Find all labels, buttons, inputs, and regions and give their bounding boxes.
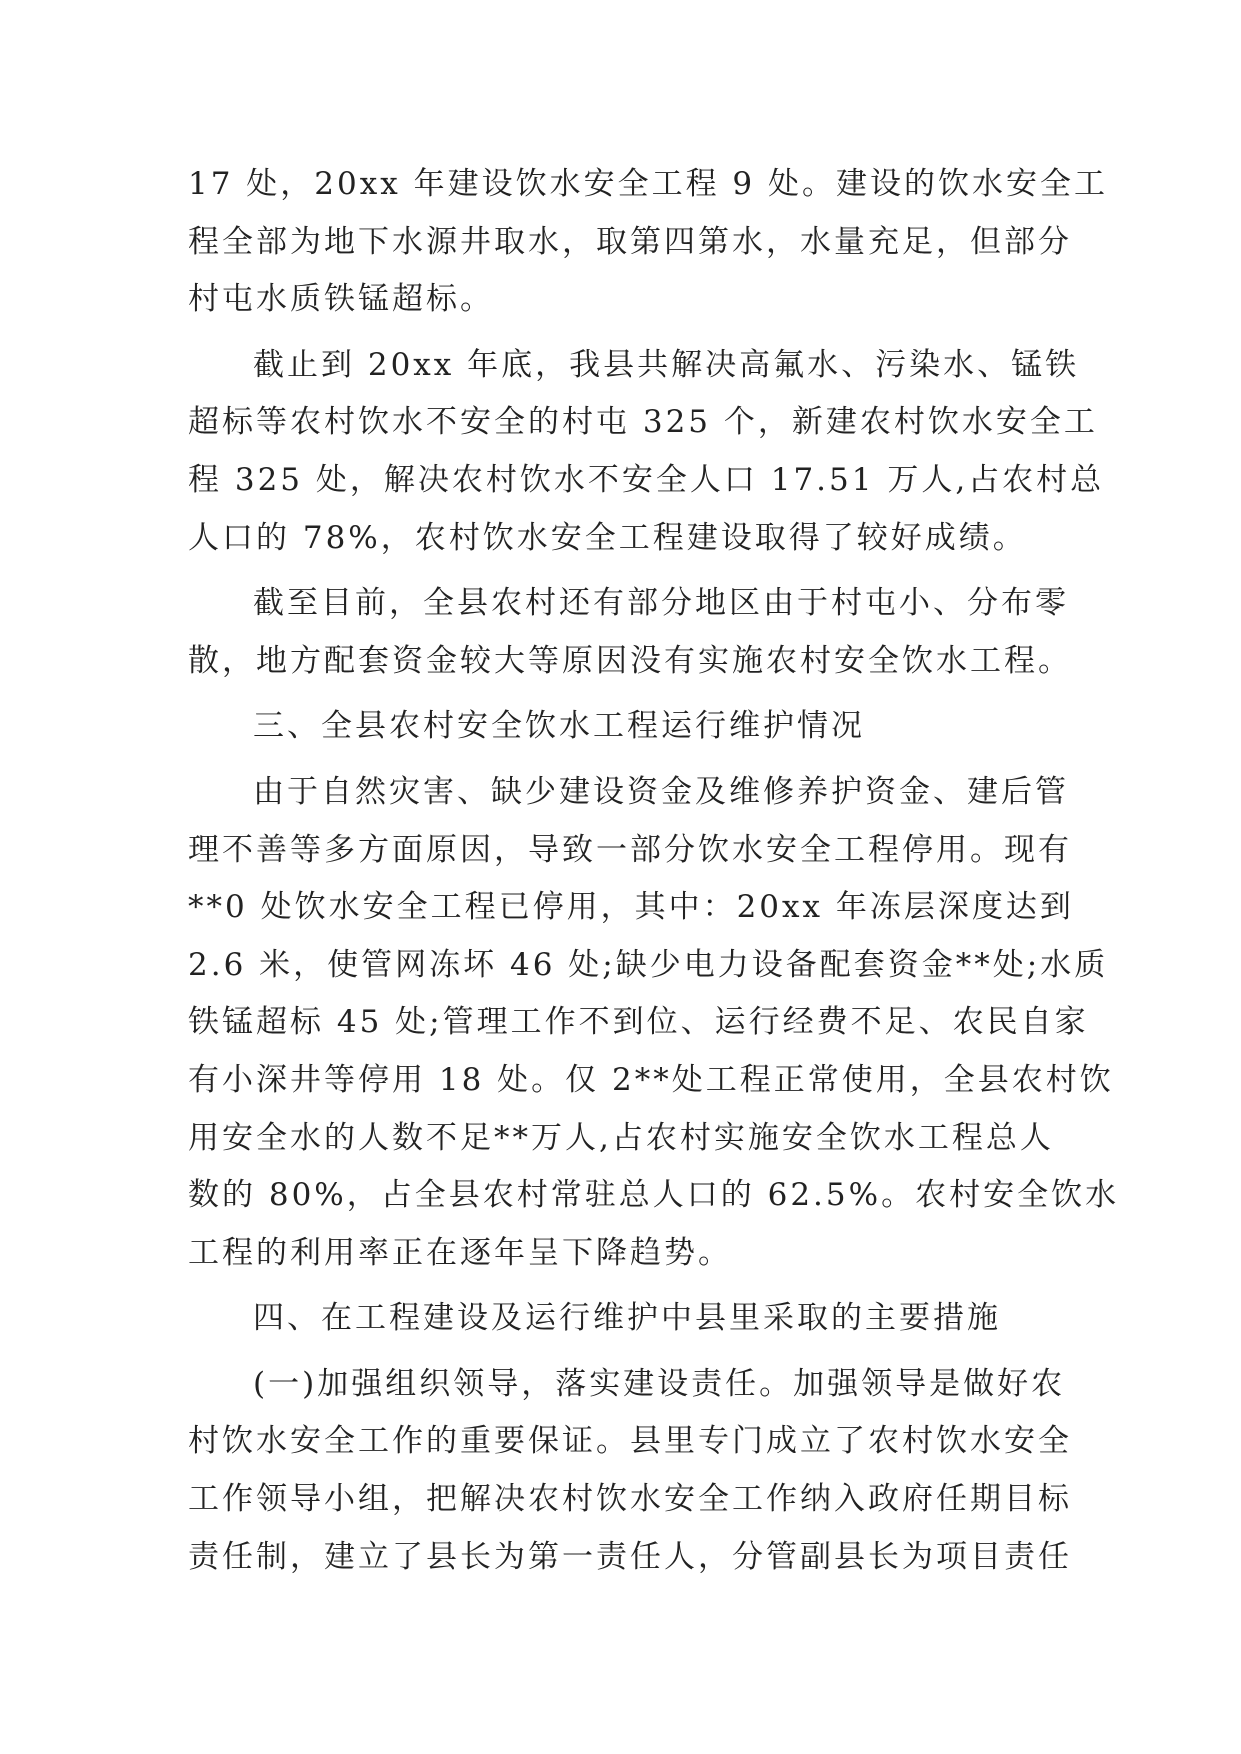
text-line: 人口的 78%，农村饮水安全工程建设取得了较好成绩。: [188, 519, 1027, 556]
heading-line: 三、全县农村安全饮水工程运行维护情况: [253, 708, 865, 745]
heading-line: 四、在工程建设及运行维护中县里采取的主要措施: [253, 1300, 1001, 1337]
text-line: 工作领导小组，把解决农村饮水安全工作纳入政府任期目标: [188, 1481, 1072, 1518]
text-line: 超标等农村饮水不安全的村屯 325 个，新建农村饮水安全工: [188, 404, 1098, 441]
text-line: 村屯水质铁锰超标。: [188, 281, 494, 318]
text-line: 理不善等多方面原因，导致一部分饮水安全工程停用。现有: [188, 831, 1072, 868]
text-line: 用安全水的人数不足**万人,占农村实施安全饮水工程总人: [188, 1119, 1054, 1156]
text-line: 2.6 米，使管网冻坏 46 处;缺少电力设备配套资金**处;水质: [188, 946, 1109, 983]
text-line: 数的 80%，占全县农村常驻总人口的 62.5%。农村安全饮水: [188, 1177, 1120, 1214]
text-line: 散，地方配套资金较大等原因没有实施农村安全饮水工程。: [188, 642, 1072, 679]
text-line: 截止到 20xx 年底，我县共解决高氟水、污染水、锰铁: [253, 346, 1080, 383]
text-line: 截至目前，全县农村还有部分地区由于村屯小、分布零: [253, 585, 1069, 622]
paragraph: [188, 575, 1072, 690]
document-body: [188, 156, 1120, 1586]
text-line: (一)加强组织领导，落实建设责任。加强领导是做好农: [253, 1365, 1066, 1402]
paragraph: [188, 1356, 1072, 1586]
text-line: 工程的利用率正在逐年呈下降趋势。: [188, 1234, 732, 1271]
paragraph: [188, 337, 1105, 567]
text-line: 程 325 处，解决农村饮水不安全人口 17.51 万人,占农村总: [188, 461, 1105, 498]
text-line: 由于自然灾害、缺少建设资金及维修养护资金、建后管: [253, 773, 1069, 810]
text-line: 17 处，20xx 年建设饮水安全工程 9 处。建设的饮水安全工: [188, 166, 1108, 202]
text-line: 村饮水安全工作的重要保证。县里专门成立了农村饮水安全: [188, 1423, 1072, 1460]
text-line: 铁锰超标 45 处;管理工作不到位、运行经费不足、农民自家: [188, 1004, 1089, 1041]
paragraph: [188, 764, 1120, 1282]
section-heading: [188, 1290, 1068, 1348]
text-line: 责任制，建立了县长为第一责任人，分管副县长为项目责任: [188, 1538, 1072, 1575]
text-line: 有小深井等停用 18 处。仅 2**处工程正常使用，全县农村饮: [188, 1061, 1114, 1098]
paragraph: [188, 156, 1108, 329]
text-line: 程全部为地下水源井取水，取第四第水，水量充足，但部分: [188, 223, 1072, 260]
text-line: **0 处饮水安全工程已停用，其中：20xx 年冻层深度达到: [188, 889, 1074, 926]
section-heading: [188, 698, 1068, 756]
